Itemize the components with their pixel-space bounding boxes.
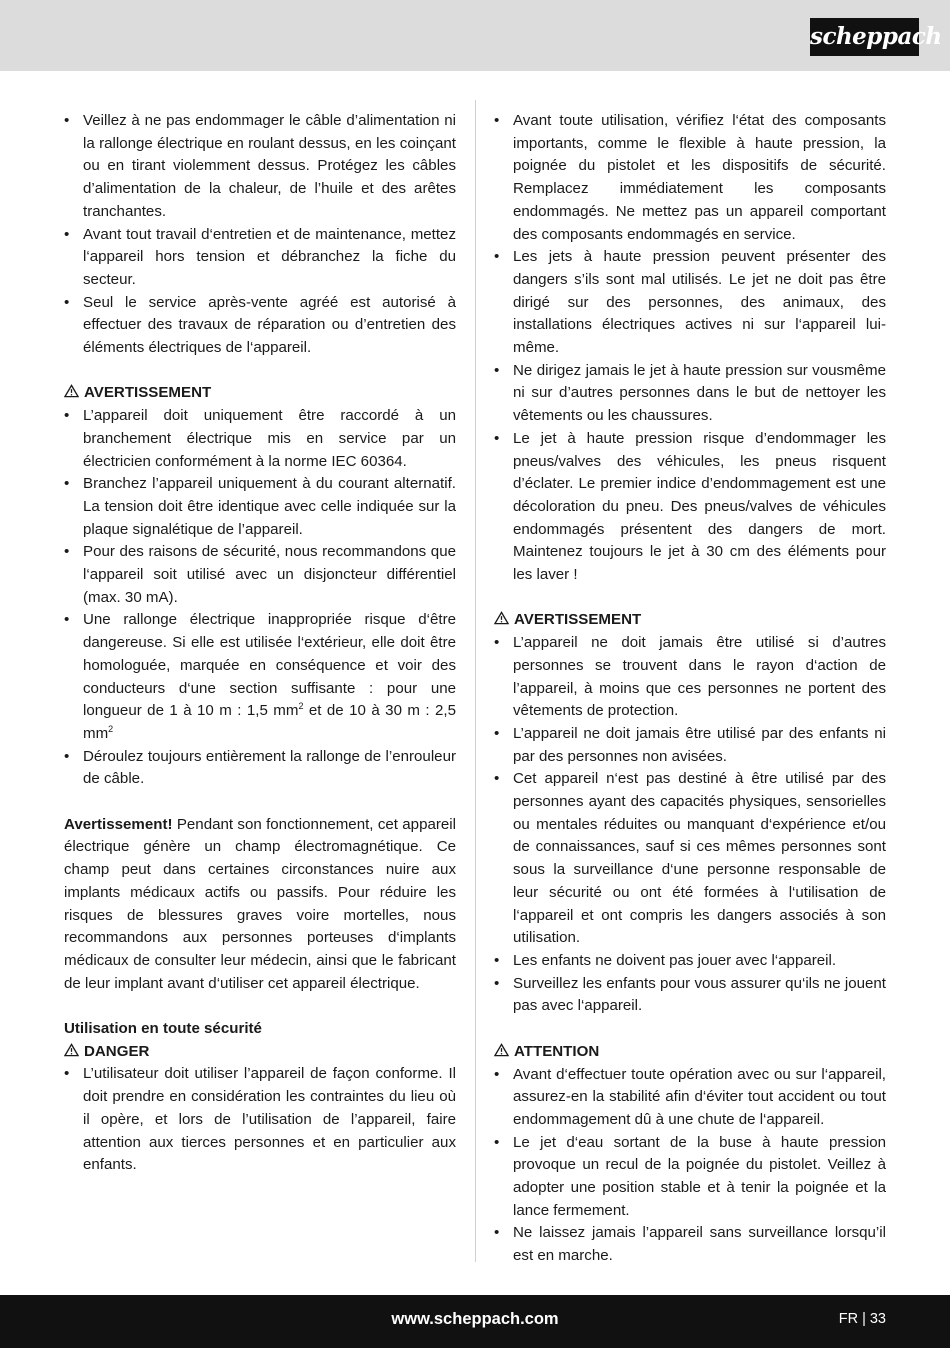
column-divider — [475, 100, 476, 1262]
attention-heading — [494, 1041, 886, 1064]
list-item: • Avant tout travail d‘entretien et de maintenance, mettez l‘appareil hors tension et débranchez la fiche du secteur. — [64, 224, 456, 292]
warning-heading — [494, 609, 886, 632]
list-item: • Déroulez toujours entièrement la rallonge de l’enrouleur de câble. — [64, 746, 456, 791]
list-item: • Ne laissez jamais l’appareil sans surveillance lorsqu’il est en marche. — [494, 1222, 886, 1267]
notice-text: Pendant son fonctionnement, cet appareil électrique génère un champ électromagnétique. Ce champ peut dans certaines circonstances nuire aux implants médicaux actifs ou passifs. Pour réduire les risques de blessures graves voire mortelles, nous recommandons aux personnes porteuses d‘implants médicaux de consulter leur médecin, ainsi que le fabricant de leur implant avant d‘utiliser cet appareil électrique. — [64, 815, 456, 992]
list-item: • Surveillez les enfants pour vous assurer qu‘ils ne jouent pas avec l‘appareil. — [494, 973, 886, 1018]
list-item-extension-cord — [64, 609, 456, 745]
extension-text-2: et de 10 à 30 m : 2,5 mm — [83, 702, 456, 742]
list-item: • L’utilisateur doit utiliser l’appareil de façon conforme. Il doit prendre en considération les contraintes du lieu où il opère, et lors de l’utilisation de l’appareil, faire attention aux tierces personnes et en particulier aux enfants. — [64, 1063, 456, 1177]
list-item: • Avant d‘effectuer toute opération avec ou sur l‘appareil, assurez-en la stabilité afin d‘éviter tout accident ou tout endommagement dû à une chute de l‘appareil. — [494, 1064, 886, 1132]
list-item: • Seul le service après-vente agréé est autorisé à effectuer des travaux de réparation ou d’entretien des éléments électriques de l‘appareil. — [64, 292, 456, 360]
list-item: • Les enfants ne doivent pas jouer avec l‘appareil. — [494, 950, 886, 973]
danger-heading — [64, 1041, 456, 1064]
warning-list — [64, 405, 456, 791]
list-item: • Veillez à ne pas endommager le câble d’alimentation ni la rallonge électrique en roulant dessus, en les coinçant ou en tirant violemment dessus. Protégez les câbles d’alimentation de la chaleur, de l’huile et des arêtes tranchantes. — [64, 110, 456, 224]
notice-label: Avertissement! — [64, 815, 173, 833]
list-item: • Le jet à haute pression risque d’endommager les pneus/valves des véhicules, les pneus risquent d’éclater. Le premier indice d’endommagement est une décoloration du pneu. Des pneus/valves de véhicules endommagés présentent des dangers de mort. Maintenez toujours le jet à 30 cm des éléments pour les laver ! — [494, 428, 886, 587]
intro-list — [494, 110, 886, 587]
list-item: • Les jets à haute pression peuvent présenter des dangers s’ils sont mal utilisés. Le jet ne doit pas être dirigé sur des personnes, des animaux, des installations électriques actives ni sur l‘appareil lui-même. — [494, 246, 886, 360]
attention-list — [494, 1064, 886, 1268]
extension-text: Une rallonge électrique inappropriée risque d‘être dangereuse. Si elle est utilisée l‘extérieur, elle doit être homologuée, marquée en conséquence et voir des conducteurs d‘une section suffisante : pour une longueur de 1 à 10 m : 1,5 mm — [83, 611, 456, 720]
list-item: • Ne dirigez jamais le jet à haute pression sur vousmême ni sur d’autres personnes dans le but de nettoyer les vêtements ou les chaussures. — [494, 360, 886, 428]
warning-list — [494, 632, 886, 1018]
warning-title: AVERTISSEMENT — [84, 384, 212, 402]
left-column — [64, 110, 456, 1177]
superscript: 2 — [108, 723, 114, 734]
danger-list — [64, 1063, 456, 1177]
warning-triangle-icon — [494, 611, 509, 625]
superscript: 2 — [298, 701, 304, 712]
list-item: • L’appareil ne doit jamais être utilisé par des enfants ni par des personnes non avisées. — [494, 723, 886, 768]
intro-list — [64, 110, 456, 360]
safe-use-heading: Utilisation en toute sécurité — [64, 1020, 262, 1038]
list-item: • Cet appareil n‘est pas destiné à être utilisé par des personnes ayant des capacités physiques, sensorielles ou mentales réduites ou manquant d‘expérience et/ou de connaissances, sauf si ces mêmes personnes sont sous la surveillance d‘une personne responsable de leur sécurité ou ont été formées à l‘utilisation de l‘appareil et ont compris les dangers associés à son utilisation. — [494, 768, 886, 950]
website-url: www.scheppach.com — [391, 1310, 559, 1328]
warning-heading — [64, 382, 456, 405]
list-item: • Pour des raisons de sécurité, nous recommandons que l‘appareil soit utilisé avec un disjoncteur différentiel (max. 30 mA). — [64, 541, 456, 609]
list-item: • L’appareil ne doit jamais être utilisé si d’autres personnes se trouvent dans le rayon d‘action de l’appareil, à moins que ces personnes ne portent des vêtements de protection. — [494, 632, 886, 723]
danger-title: DANGER — [84, 1042, 150, 1060]
list-item: • Le jet d‘eau sortant de la buse à haute pression provoque un recul de la poignée du pistolet. Veillez à adopter une position stable et à tenir la poignée et la lance fermement. — [494, 1132, 886, 1223]
emf-notice — [64, 814, 456, 996]
scheppach-logo: scheppach — [810, 18, 919, 56]
list-item: • Avant toute utilisation, vérifiez l‘état des composants importants, comme le flexible à haute pression, la poignée du pistolet et les dispositifs de sécurité. Remplacez immédiatement les composants endommagés. Ne mettez pas un appareil comportant des composants endommagés en service. — [494, 110, 886, 246]
warning-triangle-icon — [64, 384, 79, 398]
list-item: • L’appareil doit uniquement être raccordé à un branchement électrique mis en service par un électricien conformément à la norme IEC 60364. — [64, 405, 456, 473]
page-number: FR | 33 — [838, 1311, 886, 1327]
attention-title: ATTENTION — [514, 1042, 600, 1060]
warning-triangle-icon — [64, 1043, 79, 1057]
list-item: • Branchez l’appareil uniquement à du courant alternatif. La tension doit être identique avec celle indiquée sur la plaque signalétique de l’appareil. — [64, 473, 456, 541]
page-footer — [0, 1295, 950, 1348]
warning-title: AVERTISSEMENT — [514, 611, 642, 629]
right-column — [494, 110, 886, 1268]
page-header — [0, 0, 950, 71]
warning-triangle-icon — [494, 1043, 509, 1057]
